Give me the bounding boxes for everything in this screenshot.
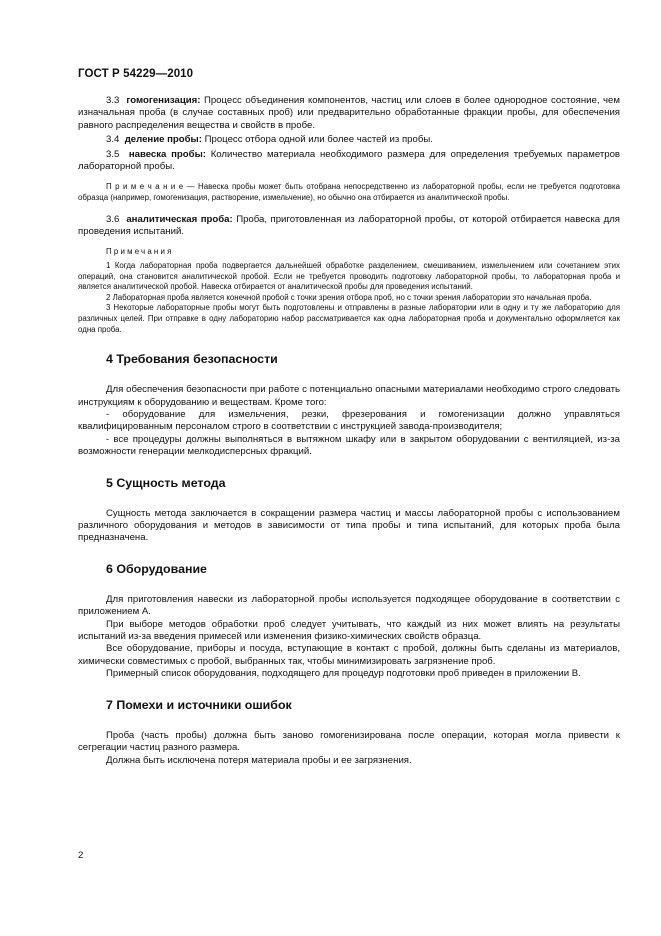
note-item-1: 1 Когда лабораторная проба подвергается дальнейшей обработке разделением, смешиванием, измельчением или сочетанием этих операций, она становится аналитической пробой. Если не требуется проводить подготовку лабораторной пробы, то лабораторная проба и является аналитической пробой. Навеска отбирается от аналитической пробы для проведения испытаний.	[78, 261, 620, 292]
notes-heading: Примечания	[106, 247, 174, 257]
document-body	[78, 95, 620, 767]
section-4-paragraph: Для обеспечения безопасности при работе с потенциально опасными материалами необходимо строго следовать инструкциям к оборудованию и веществам. Кроме того:	[78, 384, 620, 408]
note-3-5: П р и м е ч а н и е — Навеска пробы может быть отобрана непосредственно из лабораторной пробы, если не требуется подготовка образца (например, гомогенизация, растворение, измельчение), но обычно она отбирается из аналитической пробы.	[78, 182, 621, 203]
page-number: 2	[78, 850, 84, 861]
section-6-paragraph: При выборе методов обработки проб следует учитывать, что каждый из них может влиять на результаты испытаний из-за введения примесей или изменения физико-химических свойств образца.	[78, 618, 620, 643]
term-3-4: 3.4 деление пробы: Процесс отбора одной или более частей из пробы.	[106, 134, 433, 146]
section-6-paragraph: Все оборудование, приборы и посуда, вступающие в контакт с пробой, должны быть сделаны из материалов, химически совместимых с пробой, выбранных так, чтобы минимизировать загрязнение проб.	[78, 643, 620, 667]
section-7-paragraph: Проба (часть пробы) должна быть заново гомогенизирована после операции, которая могла привести к сегрегации частиц разного размера.	[78, 729, 620, 754]
term-3-6-name: аналитическая проба:	[126, 213, 233, 225]
section-6-paragraph: Примерный список оборудования, подходящего для процедур подготовки проб приведен в приложении В.	[106, 668, 581, 680]
section-4-title: 4 Требования безопасности	[106, 352, 278, 367]
section-4-list-item: - оборудование для измельчения, резки, фрезерования и гомогенизации должно управляться квалифицированным персоналом строго в соответствии с инструкцией завода-производителя;	[78, 409, 620, 433]
term-3-3-name: гомогенизация:	[126, 95, 201, 106]
note-item-2: 2 Лабораторная проба является конечной пробой с точки зрения отбора проб, но с точки зрения лаборатории это начальная проба.	[106, 292, 592, 302]
section-7-title: 7 Помехи и источники ошибок	[106, 697, 292, 712]
section-5-paragraph: Сущность метода заключается в сокращении размера частиц и массы лабораторной пробы с использованием различного оборудования и методов в зависимости от типа пробы и типа испытаний, для которых проба была предназначена.	[78, 507, 620, 544]
section-7-paragraph: Должна быть исключена потеря материала пробы и ее загрязнения.	[106, 754, 412, 766]
note-item-3: 3 Некоторые лабораторные пробы могут быть подготовлены и отправлены в разные лаборатории или в одну и ту же лабораторию для различных целей. При отправке в одну лабораторию набор рассматривается как одна лабораторная проба и документально оформляется как одна проба.	[78, 303, 620, 334]
term-3-4-name: деление пробы:	[124, 134, 202, 146]
section-5-title: 5 Сущность метода	[106, 475, 226, 490]
term-3-6: 3.6 аналитическая проба: Проба, приготовленная из лабораторной пробы, от которой отбирается навеска для проведения испытаний.	[78, 213, 620, 238]
term-3-5-name: навеска пробы:	[128, 148, 206, 160]
section-4-list-item: - все процедуры должны выполняться в вытяжном шкафу или в закрытом оборудовании с вентиляцией, из-за возможности генерации мелкодисперсных фракций.	[78, 433, 620, 458]
term-3-3: 3.3 гомогенизация: Процесс объединения компонентов, частиц или слоев в более однородное состояние, чем изначальная проба (в случае составных проб) или предварительно обработанные фракции пробы, для обеспечения равного распределения вещества и свойств в пробе.	[78, 95, 620, 131]
section-6-paragraph: Для приготовления навески из лабораторной пробы используется подходящее оборудование в соответствии с приложением А.	[78, 593, 620, 618]
term-3-5: 3.5 навеска пробы: Количество материала необходимого размера для определения требуемых параметров лабораторной пробы.	[78, 148, 620, 173]
document-header: ГОСТ Р 54229—2010	[78, 68, 194, 80]
section-6-title: 6 Оборудование	[106, 561, 207, 576]
